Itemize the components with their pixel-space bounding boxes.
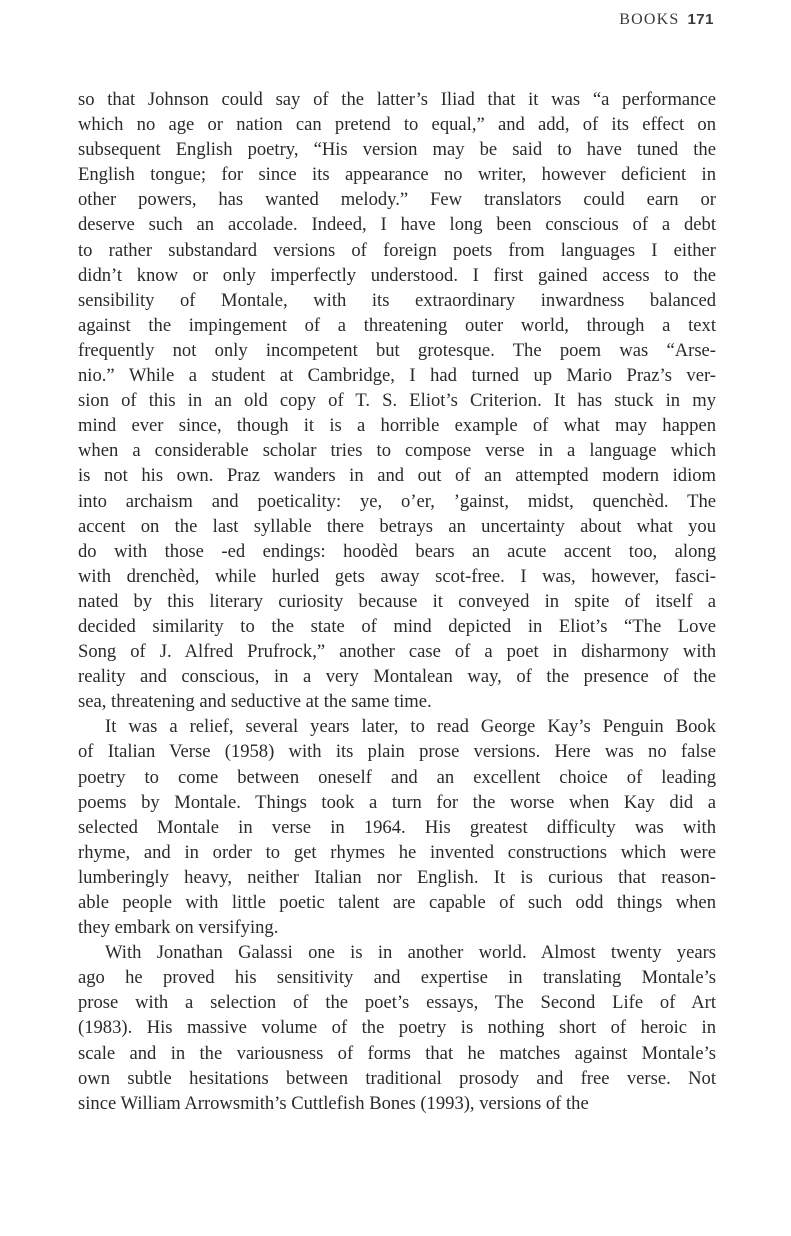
text-line: reality and conscious, in a very Montalean way, of the presence of the: [78, 666, 716, 688]
text-line: English tongue; for since its appearance no writer, however deficient in: [78, 164, 716, 186]
text-line: (1983). His massive volume of the poetry is nothing short of heroic in: [78, 1017, 716, 1039]
text-line: is not his own. Praz wanders in and out of an attempted modern idiom: [78, 465, 716, 487]
text-line: nio.” While a student at Cambridge, I had turned up Mario Praz’s ver-: [78, 365, 716, 387]
text-line: of Italian Verse (1958) with its plain prose versions. Here was no false: [78, 741, 716, 763]
text-line: to rather substandard versions of foreign poets from languages I either: [78, 239, 716, 261]
text-line: rhyme, and in order to get rhymes he invented constructions which were: [78, 841, 716, 863]
text-line: poetry to come between oneself and an excellent choice of leading: [78, 766, 716, 788]
text-line: sea, threatening and seductive at the same time.: [78, 691, 432, 713]
text-line: lumberingly heavy, neither Italian nor English. It is curious that reason-: [78, 866, 716, 888]
text-line: with drenchèd, while hurled gets away scot-free. I was, however, fasci-: [78, 565, 716, 587]
text-line: deserve such an accolade. Indeed, I have long been conscious of a debt: [78, 214, 716, 236]
text-line: against the impingement of a threatening outer world, through a text: [78, 314, 716, 336]
text-line: ago he proved his sensitivity and expertise in translating Montale’s: [78, 967, 716, 989]
text-line: Song of J. Alfred Prufrock,” another case of a poet in disharmony with: [78, 641, 716, 663]
text-line: sion of this in an old copy of T. S. Eliot’s Criterion. It has stuck in my: [78, 390, 716, 412]
text-line: when a considerable scholar tries to compose verse in a language which: [78, 440, 716, 462]
text-line: subsequent English poetry, “His version may be said to have tuned the: [78, 139, 716, 161]
text-line: do with those -ed endings: hoodèd bears an acute accent too, along: [78, 540, 716, 562]
text-line: decided similarity to the state of mind depicted in Eliot’s “The Love: [78, 615, 716, 637]
text-line: scale and in the variousness of forms that he matches against Montale’s: [78, 1042, 716, 1064]
text-line: they embark on versifying.: [78, 917, 279, 939]
paragraph: [78, 940, 716, 1116]
text-line: into archaism and poeticality: ye, o’er, ’gainst, midst, quenchèd. The: [78, 490, 716, 512]
text-line: frequently not only incompetent but grotesque. The poem was “Arse-: [78, 339, 716, 361]
text-line: poems by Montale. Things took a turn for the worse when Kay did a: [78, 791, 716, 813]
paragraph: [78, 714, 716, 940]
text-line: selected Montale in verse in 1964. His greatest difficulty was with: [78, 816, 716, 838]
text-line: nated by this literary curiosity because it conveyed in spite of itself a: [78, 590, 716, 612]
text-line: accent on the last syllable there betrays an uncertainty about what you: [78, 515, 716, 537]
text-line: which no age or nation can pretend to equal,” and add, of its effect on: [78, 114, 716, 136]
text-line: able people with little poetic talent are capable of such odd things when: [78, 892, 716, 913]
section-title: BOOKS: [619, 11, 680, 28]
text-line: sensibility of Montale, with its extraordinary inwardness balanced: [78, 289, 716, 311]
text-line: other powers, has wanted melody.” Few translators could earn or: [78, 189, 716, 211]
text-line: so that Johnson could say of the latter’s Iliad that it was “a performance: [78, 89, 716, 110]
text-line: It was a relief, several years later, to read George Kay’s Penguin Book: [105, 716, 716, 738]
page-number: 171: [687, 11, 714, 28]
text-line: didn’t know or only imperfectly understood. I first gained access to the: [78, 264, 716, 286]
text-line: prose with a selection of the poet’s essays, The Second Life of Art: [78, 992, 716, 1014]
paragraph: [78, 87, 716, 714]
running-head: [619, 11, 714, 29]
text-line: since William Arrowsmith’s Cuttlefish Bones (1993), versions of the: [78, 1092, 589, 1114]
text-line: own subtle hesitations between traditional prosody and free verse. Not: [78, 1067, 716, 1089]
text-line: mind ever since, though it is a horrible example of what may happen: [78, 415, 716, 437]
body-text: [78, 87, 716, 1116]
text-line: With Jonathan Galassi one is in another world. Almost twenty years: [105, 942, 716, 964]
